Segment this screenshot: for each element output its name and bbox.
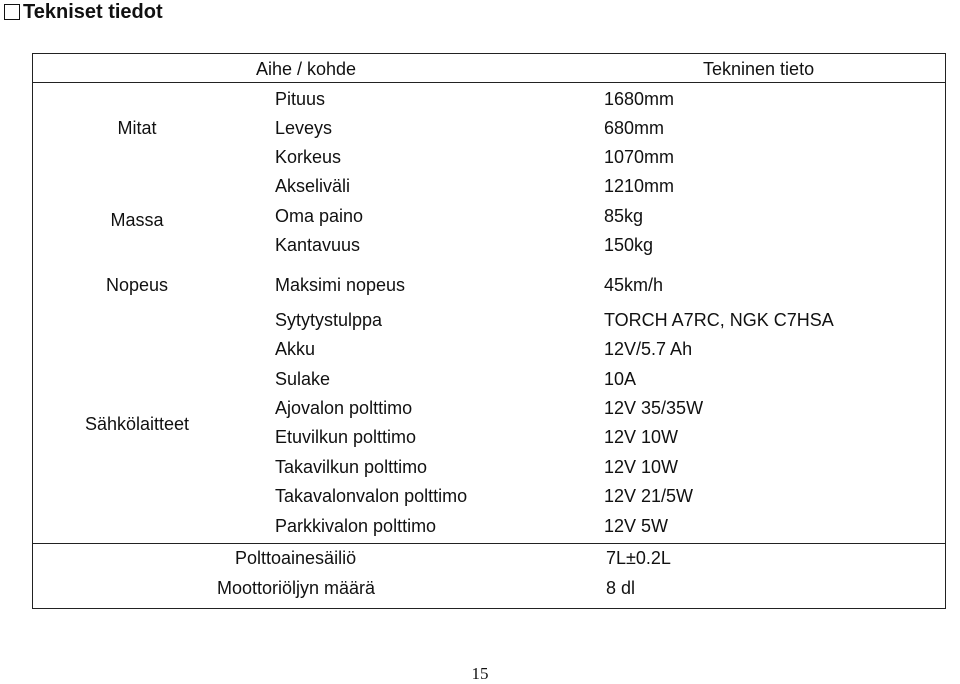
category-mitat: Mitat xyxy=(117,118,157,138)
row-value: 12V 35/35W xyxy=(604,398,704,418)
category-nopeus: Nopeus xyxy=(105,275,169,295)
row-value: 12V/5.7 Ah xyxy=(604,339,693,359)
row-value: TORCH A7RC, NGK C7HSA xyxy=(604,310,834,330)
row-label: Oma paino xyxy=(275,206,364,226)
row-value: 45km/h xyxy=(604,275,664,295)
row-label: Maksimi nopeus xyxy=(275,275,406,295)
row-label: Kantavuus xyxy=(275,235,361,255)
row-label: Takavilkun polttimo xyxy=(275,457,428,477)
row-label: Sytytystulppa xyxy=(275,310,383,330)
table-divider-top xyxy=(32,82,946,83)
extra-value-fuel-tank: 7L±0.2L xyxy=(606,548,671,568)
row-value: 1210mm xyxy=(604,176,675,196)
extra-value-oil-amount: 8 dl xyxy=(606,578,636,598)
row-label: Takavalonvalon polttimo xyxy=(275,486,468,506)
row-label: Ajovalon polttimo xyxy=(275,398,413,418)
section-heading xyxy=(4,0,163,24)
row-value: 150kg xyxy=(604,235,654,255)
extra-label-fuel-tank: Polttoainesäiliö xyxy=(235,548,357,568)
row-label: Korkeus xyxy=(275,147,342,167)
category-massa: Massa xyxy=(110,210,164,230)
row-label: Akku xyxy=(275,339,316,359)
row-label: Sulake xyxy=(275,369,331,389)
row-label: Etuvilkun polttimo xyxy=(275,427,417,447)
row-label: Leveys xyxy=(275,118,333,138)
row-label: Akseliväli xyxy=(275,176,351,196)
row-value: 680mm xyxy=(604,118,665,138)
header-subject: Aihe / kohde xyxy=(256,59,357,79)
extra-label-oil-amount: Moottoriöljyn määrä xyxy=(217,578,376,598)
table-divider-bottom xyxy=(32,543,946,544)
row-value: 12V 21/5W xyxy=(604,486,694,506)
category-sahkolaitteet: Sähkölaitteet xyxy=(84,414,190,434)
row-label: Pituus xyxy=(275,89,326,109)
checkbox-square-icon xyxy=(4,4,20,20)
section-title: Tekniset tiedot xyxy=(23,0,163,23)
header-value: Tekninen tieto xyxy=(703,59,815,79)
row-value: 12V 10W xyxy=(604,457,679,477)
row-value: 10A xyxy=(604,369,637,389)
page-number: 15 xyxy=(471,664,489,683)
row-value: 12V 5W xyxy=(604,516,669,536)
row-value: 1070mm xyxy=(604,147,675,167)
row-value: 12V 10W xyxy=(604,427,679,447)
row-value: 85kg xyxy=(604,206,644,226)
row-label: Parkkivalon polttimo xyxy=(275,516,437,536)
row-value: 1680mm xyxy=(604,89,675,109)
